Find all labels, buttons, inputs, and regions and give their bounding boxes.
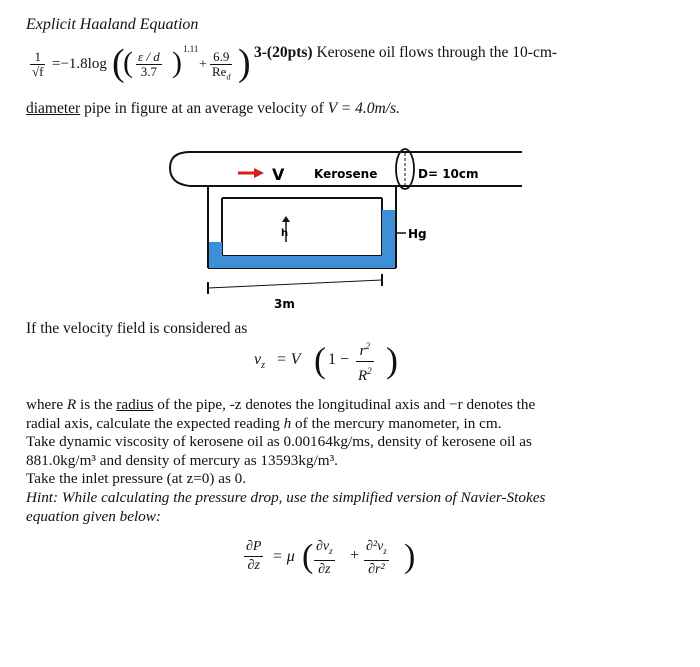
ns-d2vz-sub: z: [383, 545, 387, 556]
vz-lhs: [254, 351, 265, 371]
eps-fraction: [136, 50, 162, 79]
ns-dz: ∂z: [247, 558, 260, 573]
lhs-denominator: √f: [32, 64, 44, 79]
vz-eq-v: = V: [276, 351, 301, 368]
hg-label: Hg: [408, 227, 427, 241]
ns-dz2: ∂z: [318, 561, 331, 577]
problem-intro-text: Kerosene oil flows through the 10-cm-: [312, 44, 558, 61]
haaland-coef: =−1.8log: [52, 56, 107, 72]
para1-R: R: [66, 396, 77, 413]
ns-d2vz-dr2: [364, 538, 389, 579]
re-fraction: [210, 50, 232, 85]
velocity-value: V = 4.0m/s.: [327, 100, 400, 117]
ns-dvz: [314, 538, 335, 561]
navier-stokes-equation: [244, 534, 484, 584]
ns-dvz-sub: z: [329, 545, 333, 556]
vz-R: R: [358, 368, 368, 384]
para1-a: where: [26, 396, 67, 413]
velocity-field-intro: If the velocity field is considered as: [26, 320, 248, 337]
hint-line2: equation given below:: [26, 507, 161, 525]
vz-denominator: [356, 362, 374, 386]
pipe-inlet-curve: [170, 152, 190, 186]
ns-plus: +: [350, 547, 360, 564]
para1-b: is the: [76, 396, 117, 413]
ns-dr2: ∂r²: [368, 561, 385, 577]
re-text: Re: [212, 64, 227, 79]
ns-dvz-dz: [314, 538, 335, 579]
eps-denominator: 3.7: [140, 64, 157, 79]
ns-paren-right: ): [404, 538, 416, 575]
pipe-manometer-figure: [150, 138, 550, 318]
vz-r-sq: 2: [365, 341, 370, 351]
vz-equation: [254, 335, 474, 390]
re-subscript: d: [226, 72, 231, 82]
para-hint: [26, 489, 666, 526]
vz-r: r: [359, 343, 366, 359]
plus-sign: +: [199, 57, 207, 72]
mercury-left-column: [209, 242, 222, 268]
eps-numerator: ε / d: [138, 49, 160, 64]
velocity-arrow-head: [254, 168, 264, 178]
vz-paren-left: (: [314, 340, 326, 380]
para2-line1: Take dynamic viscosity of kerosene oil as 0.00164kg/ms, density of kerosene oil as: [26, 433, 532, 450]
haaland-equation: [26, 44, 686, 94]
lhs-fraction: [30, 50, 45, 79]
length-dimension-line: [208, 280, 382, 288]
para-where: [26, 396, 666, 433]
vz-paren-right: ): [386, 340, 398, 380]
mercury-bottom: [222, 256, 382, 268]
ns-d2vz: [364, 538, 389, 561]
para1-c: of the pipe, -z denotes the longitudinal axis and −r denotes the: [153, 396, 536, 413]
re-denominator: [210, 65, 232, 85]
para1-h: h: [283, 414, 292, 432]
ns-dp: ∂P: [244, 538, 263, 557]
vz-one-minus: 1 −: [328, 351, 350, 368]
diameter-label: D= 10cm: [418, 167, 479, 181]
ns-dvz-text: ∂v: [316, 539, 330, 554]
para1-e: of the mercury manometer, in cm.: [291, 414, 502, 432]
length-label: 3m: [274, 297, 295, 311]
mercury-right-column: [382, 210, 395, 268]
para1-d: radial axis, calculate the expected reading: [26, 414, 284, 432]
diameter-line: [26, 100, 400, 118]
para-properties: [26, 433, 666, 470]
ns-eq-mu: = μ: [272, 548, 295, 565]
diameter-rest: pipe in figure at an average velocity of: [80, 100, 328, 117]
ns-d2vz-text: ∂²v: [366, 539, 384, 554]
exponent: 1.11: [183, 44, 199, 54]
outer-paren-right: ): [238, 42, 251, 84]
heading: Explicit Haaland Equation: [26, 16, 199, 33]
ns-dp-dz: [244, 538, 263, 575]
h-arrow-top: [282, 216, 290, 222]
problem-intro: [254, 44, 557, 62]
re-numerator: 6.9: [210, 50, 232, 65]
vz-lhs-text: v: [254, 351, 262, 368]
h-label: h: [281, 228, 289, 239]
hint-line1: Hint: While calculating the pressure drop, use the simplified version of Navier-Stokes: [26, 489, 546, 506]
inner-paren-right: ): [172, 46, 182, 79]
vz-R-sq: 2: [367, 366, 372, 376]
para2-line2: 881.0kg/m³ and density of mercury as 13593kg/m³.: [26, 451, 338, 469]
ns-paren-left: (: [302, 538, 314, 575]
velocity-label: V: [272, 165, 285, 184]
lhs-numerator: 1: [30, 50, 45, 65]
inner-paren-left: (: [123, 46, 133, 79]
para-inlet: Take the inlet pressure (at z=0) as 0.: [26, 470, 247, 487]
para1-radius: radius: [116, 396, 154, 413]
problem-points: 3-(20pts): [254, 44, 313, 61]
vz-lhs-sub: z: [261, 360, 266, 372]
diameter-word: diameter: [26, 100, 81, 117]
outer-paren-left: (: [112, 42, 125, 84]
kerosene-label: Kerosene: [314, 167, 378, 181]
vz-fraction: [356, 337, 374, 386]
vz-numerator: [356, 337, 374, 362]
